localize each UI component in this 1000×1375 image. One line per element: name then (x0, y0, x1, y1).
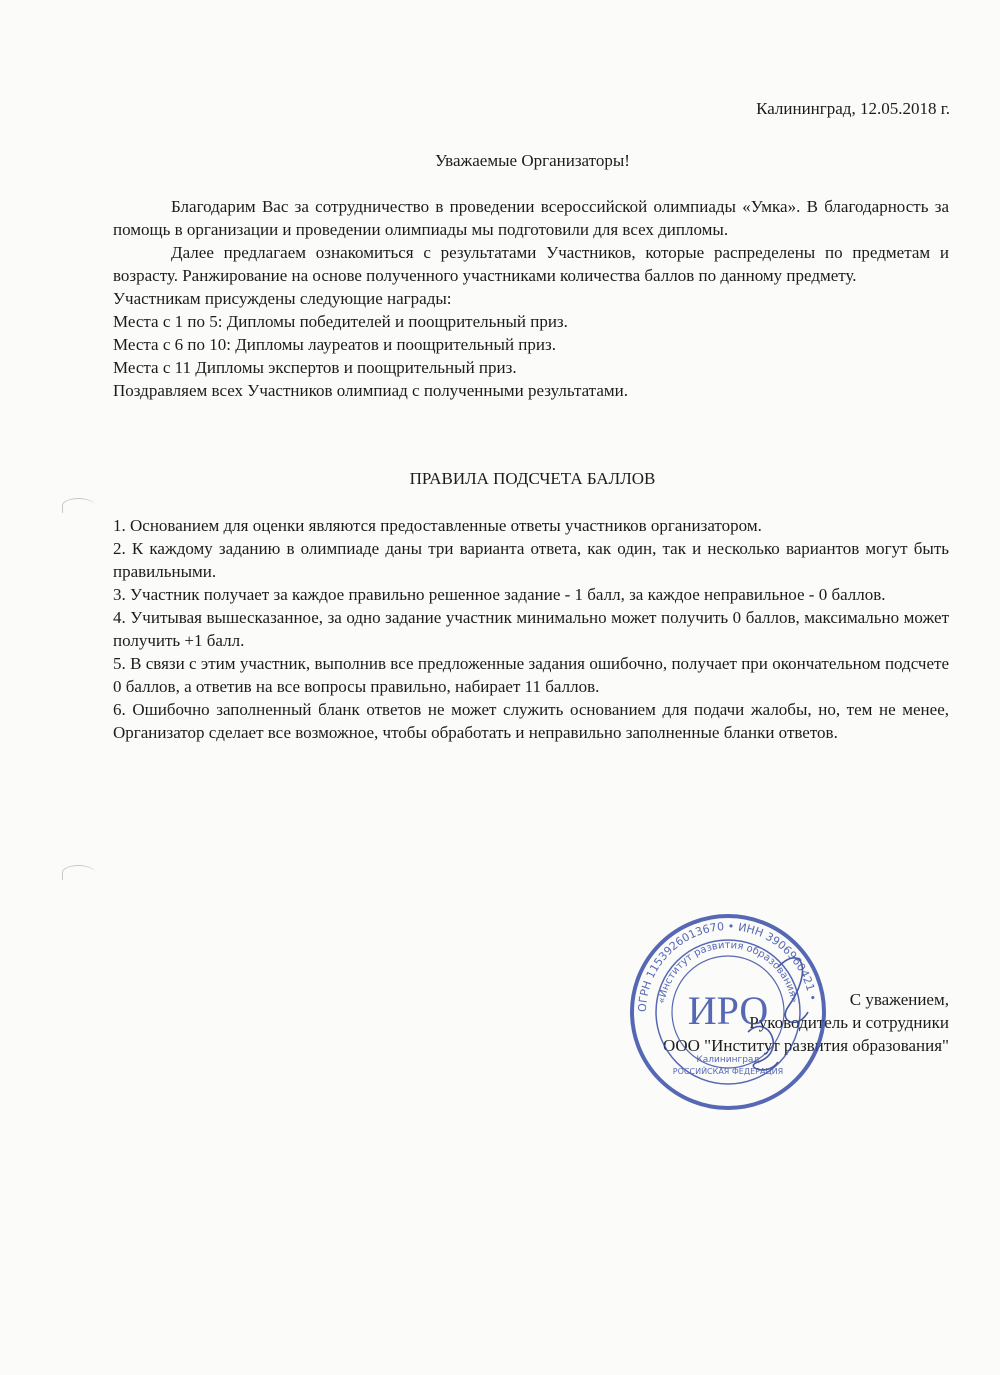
rules-list (113, 514, 949, 744)
signature-organization: ООО "Институт развития образования" (663, 1036, 949, 1055)
rule-item: 5. В связи с этим участник, выполнив все предложенные задания ошибочно, получает при окончательном подсчете 0 баллов, а ответив на все вопросы правильно, набирает 11 баллов. (113, 654, 949, 696)
rule-item: 4. Учитывая вышесказанное, за одно задание участник минимально может получить 0 баллов, максимально может получить +1 балл. (113, 608, 949, 650)
paragraph-results: Далее предлагаем ознакомиться с результатами Участников, которые распределены по предметам и возрасту. Ранжирование на основе полученного участниками количества баллов по данному предмету. (113, 243, 949, 285)
paragraph-congratulations: Поздравляем всех Участников олимпиад с полученными результатами. (113, 381, 628, 400)
paragraph-award-experts: Места с 11 Дипломы экспертов и поощрительный приз. (113, 358, 517, 377)
rule-item: 2. К каждому заданию в олимпиаде даны три варианта ответа, как один, так и несколько вариантов могут быть правильными. (113, 539, 949, 581)
scan-hole-mark (62, 865, 95, 880)
rule-item: 6. Ошибочно заполненный бланк ответов не может служить основанием для подачи жалобы, но, тем не менее, Организатор сделает все возможное, чтобы обработать и неправильно заполненные бланки ответов. (113, 700, 949, 742)
rule-item: 3. Участник получает за каждое правильно решенное задание - 1 балл, за каждое неправильное - 0 баллов. (113, 585, 886, 604)
stamp-inner-text: «Институт развития образования» (656, 939, 800, 1005)
stamp-ring-text: ОГРН 1153926013670 • ИНН 3906960421 • (635, 919, 820, 1013)
paragraph-award-laureates: Места с 6 по 10: Дипломы лауреатов и поощрительный приз. (113, 335, 556, 354)
rule-item: 1. Основанием для оценки являются предоставленные ответы участников организатором. (113, 516, 762, 535)
stamp-city-text: Калининград (696, 1055, 760, 1065)
city-date: Калининград, 12.05.2018 г. (756, 99, 950, 118)
paragraph-awards-intro: Участникам присуждены следующие награды: (113, 289, 452, 308)
stamp-country-text: РОССИЙСКАЯ ФЕДЕРАЦИЯ (672, 1067, 784, 1076)
paragraph-thanks: Благодарим Вас за сотрудничество в проведении всероссийской олимпиады «Умка». В благодарность за помощь в организации и проведении олимпиады мы подготовили для всех дипломы. (113, 197, 949, 239)
paragraph-award-winners: Места с 1 по 5: Дипломы победителей и поощрительный приз. (113, 312, 568, 331)
signature-regards: С уважением, (849, 990, 949, 1009)
salutation: Уважаемые Организаторы! (435, 151, 630, 170)
scan-hole-mark (62, 498, 95, 513)
intro-text (113, 195, 949, 402)
stamp-seal (628, 912, 828, 1112)
stamp-center-text: ИРО (687, 988, 769, 1033)
signature-role: Руководитель и сотрудники (749, 1013, 949, 1032)
rules-heading: ПРАВИЛА ПОДСЧЕТА БАЛЛОВ (409, 469, 656, 488)
